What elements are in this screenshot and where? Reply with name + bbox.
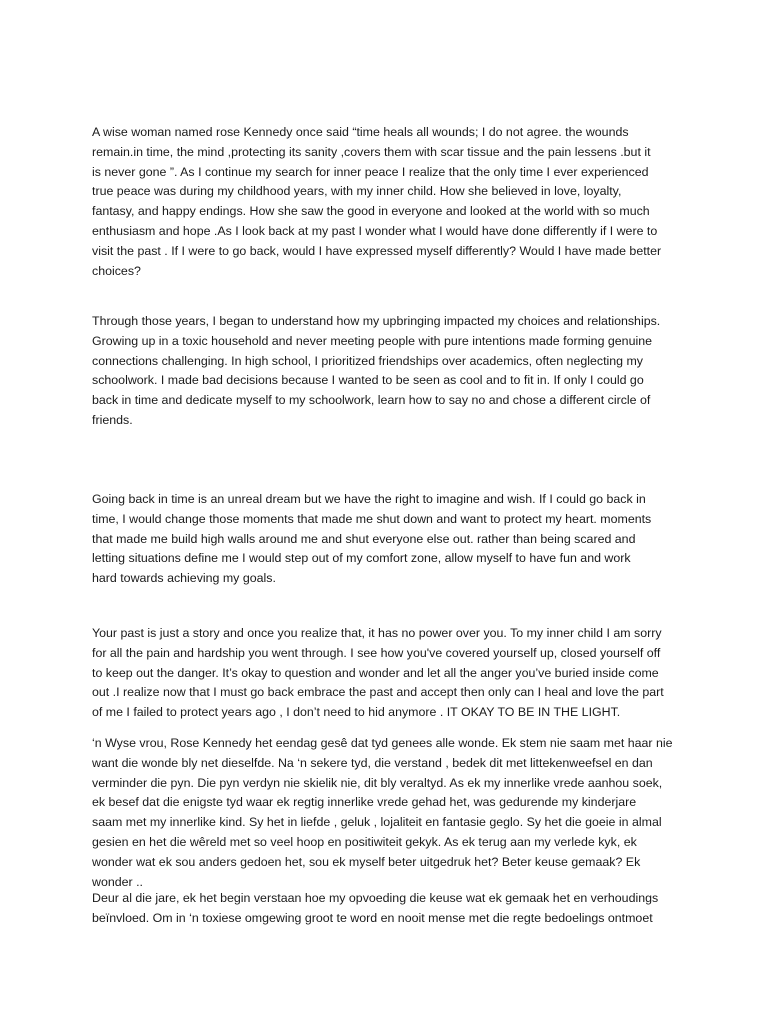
text-line: Growing up in a toxic household and never meeting people with pure intentions made forming genuine — [92, 333, 652, 348]
text-line: want die wonde bly net dieselfde. Na ‘n sekere tyd, die verstand , bedek dit met littekenweefsel en dan — [92, 755, 653, 770]
text-line: that made me build high walls around me and shut everyone else out. rather than being scared and — [92, 531, 636, 546]
text-line: ek besef dat die enigste tyd waar ek regtig innerlike vrede gehad het, was gedurende my kinderjare — [92, 795, 637, 810]
text-line: A wise woman named rose Kennedy once said “time heals all wounds; I do not agree. the wounds — [92, 125, 629, 139]
text-line: Through those years, I began to understand how my upbringing impacted my choices and relationships. — [92, 314, 661, 328]
text-line: hard towards achieving my goals. — [92, 571, 276, 586]
text-line: letting situations define me I would step out of my comfort zone, allow myself to have fun and work — [92, 551, 631, 566]
text-line: wonder .. — [92, 874, 143, 889]
text-line: wonder wat ek sou anders gedoen het, sou ek myself beter uitgedruk het? Beter keuse gemaak? Ek — [92, 854, 641, 869]
paragraph-afrikaans-wyse-vrou — [92, 734, 688, 892]
text-line: for all the pain and hardship you went through. I see how you've covered yourself up, closed yourself off — [92, 645, 661, 660]
text-line: of me I failed to protect years ago , I don’t need to hid anymore . IT OKAY TO BE IN THE LIGHT. — [92, 705, 621, 720]
text-line: beïnvloed. Om in ‘n toxiese omgewing groot te word en nooit mense met die regte bedoelings ontmoet — [92, 910, 653, 925]
text-line: schoolwork. I made bad decisions because I wanted to be seen as cool and to fit in. If only I could go — [92, 373, 644, 388]
text-line: saam met my innerlike kind. Sy het in liefde , geluk , lojaliteit en fantasie geglo. Sy het die goeie in almal — [92, 815, 662, 830]
paragraph-going-back-in-time — [92, 490, 688, 589]
text-line: enthusiasm and hope .As I look back at my past I wonder what I would have done differently if I were to — [92, 223, 658, 238]
text-line: visit the past . If I were to go back, would I have expressed myself differently? Would I have made better — [92, 243, 662, 258]
text-line: true peace was during my childhood years, with my inner child. How she believed in love, loyalty, — [92, 184, 622, 199]
text-line: ‘n Wyse vrou, Rose Kennedy het eendag gesê dat tyd genees alle wonde. Ek stem nie saam met haar nie — [92, 736, 673, 750]
text-line: verminder die pyn. Die pyn verdyn nie skielik nie, dit bly veraltyd. As ek my innerlike vrede aanhou soek, — [92, 775, 663, 790]
text-line: gesien en het die wêreld met so veel hoop en positiwiteit gekyk. As ek terug aan my verlede kyk, ek — [92, 834, 637, 849]
text-line: back in time and dedicate myself to my schoolwork, learn how to say no and chose a different circle of — [92, 393, 651, 408]
text-line: Your past is just a story and once you realize that, it has no power over you. To my inner child I am sorry — [92, 626, 662, 640]
paragraph-afrikaans-deur-al-die-jare — [92, 889, 688, 929]
text-line: Deur al die jare, ek het begin verstaan hoe my opvoeding die keuse wat ek gemaak het en verhoudings — [92, 891, 659, 905]
paragraph-through-those-years — [92, 312, 688, 431]
text-line: is never gone ”. As I continue my search for inner peace I realize that the only time I ever experienced — [92, 164, 649, 179]
text-line: choices? — [92, 263, 141, 278]
text-line: Going back in time is an unreal dream but we have the right to imagine and wish. If I could go back in — [92, 492, 646, 506]
paragraph-your-past — [92, 624, 688, 723]
text-line: connections challenging. In high school, I prioritized friendships over academics, often neglecting my — [92, 353, 644, 368]
text-line: fantasy, and happy endings. How she saw the good in everyone and looked at the world with so much — [92, 204, 650, 219]
paragraph-rose-kennedy-quote — [92, 123, 688, 281]
text-line: remain.in time, the mind ,protecting its sanity ,covers them with scar tissue and the pain lessens .but it — [92, 144, 651, 159]
text-line: to keep out the danger. It’s okay to question and wonder and let all the anger you’ve buried inside come — [92, 665, 659, 680]
text-line: friends. — [92, 412, 133, 427]
text-line: out .I realize now that I must go back embrace the past and accept then only can I heal and love the part — [92, 685, 664, 700]
text-line: time, I would change those moments that made me shut down and want to protect my heart. moments — [92, 511, 652, 526]
